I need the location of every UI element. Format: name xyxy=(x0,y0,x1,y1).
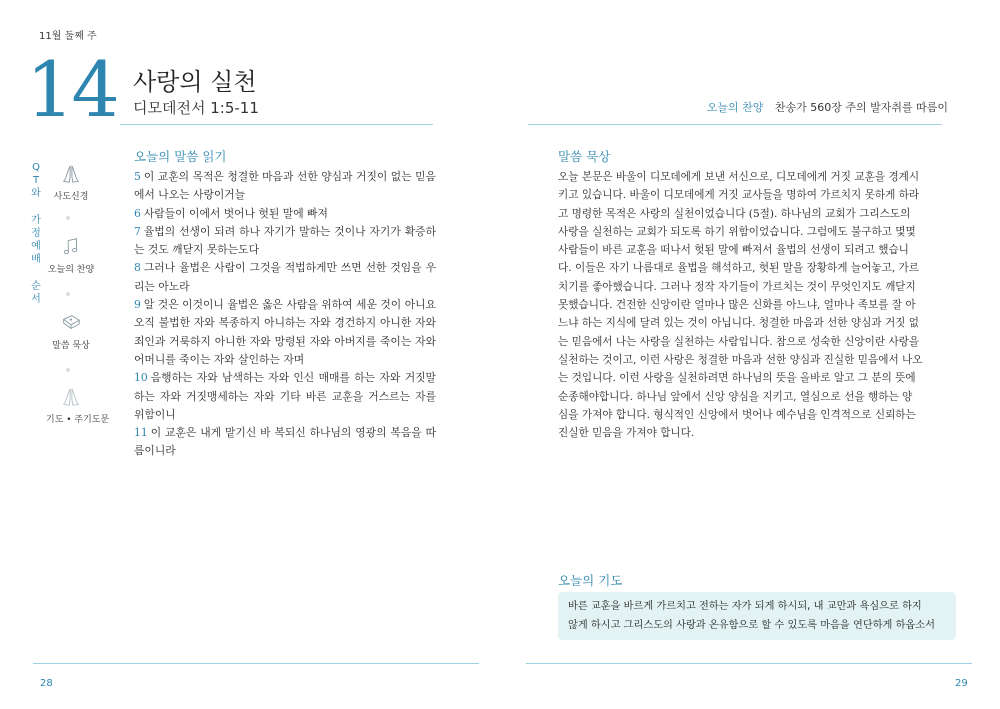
sidebar-item-hymn[interactable] xyxy=(46,236,96,275)
qt-char: 순 xyxy=(31,281,41,292)
prayer-heading: 오늘의 기도 xyxy=(558,573,623,588)
page-number-left: 28 xyxy=(40,678,53,689)
verse xyxy=(134,259,436,296)
verse-number: 7 xyxy=(134,224,141,238)
verse-text: 이 교훈의 목적은 청결한 마음과 선한 양심과 거짓이 없는 믿음에서 나오는 사랑이거늘 xyxy=(134,170,436,202)
sidebar-item-meditation[interactable] xyxy=(46,312,96,351)
meditation-line: 고 명령한 목적은 사랑의 실천이었습니다 (5절). 하나님의 교회가 그리스도의 xyxy=(558,207,911,220)
footer-divider-right xyxy=(526,663,972,664)
meditation-line: 키고 있습니다. 바울이 디모데에게 거짓 교사들을 명하여 가르치지 못하게 하라 xyxy=(558,189,920,202)
sidebar-divider-dot xyxy=(66,216,70,220)
praying-hands-icon xyxy=(60,386,82,408)
qt-char: 서 xyxy=(31,294,41,305)
qt-char: 배 xyxy=(31,254,41,265)
meditation-body xyxy=(558,168,954,442)
verse-text: 율법의 선생이 되려 하나 자기가 말하는 것이나 자기가 확증하는 것도 깨닫지 못하는도다 xyxy=(134,224,436,257)
qt-char: 예 xyxy=(31,241,41,252)
verse-text: 알 것은 이것이니 율법은 옳은 사람을 위하여 세운 것이 아니요 오직 불법한 자와 복종하지 아니하는 자와 경건하지 아니한 자와 죄인과 거룩하지 아니한 자와 망령된 자와 아버지를 죽이는 자와 어머니를 죽이는 자와 살인하는 자며 xyxy=(134,298,436,366)
meditation-line: 사람들이 바른 교훈을 떠나서 헛된 말에 빠져서 율법의 선생이 되려고 했습니 xyxy=(558,244,909,257)
meditation-line: 치기를 좋아했습니다. 그러나 정작 자기들이 가르치는 것이 무엇인지도 깨닫지 xyxy=(558,280,916,293)
bible-icon xyxy=(60,312,82,334)
meditation-line: 오늘 본문은 바울이 디모데에게 보낸 서신으로, 디모데에게 거짓 교훈을 경계시 xyxy=(558,171,920,183)
header-divider-left xyxy=(120,124,433,125)
meditation-line: 못했습니다. 건전한 신앙이란 얼마나 많은 신화를 아느냐, 얼마나 족보를 잘 아 xyxy=(558,299,916,312)
meditation-heading: 말씀 묵상 xyxy=(558,149,611,164)
meditation-line: 심을 가져야 합니다. 형식적인 신앙에서 벗어나 예수님을 인격적으로 신뢰하는 xyxy=(558,408,916,421)
meditation-line: 는 믿음에서 나는 사랑을 실천하는 사람입니다. 참으로 성숙한 신앙이란 사랑을 xyxy=(558,335,920,348)
verse-text: 이 교훈은 내게 맡기신 바 복되신 하나님의 영광의 복음을 따름이니라 xyxy=(134,426,436,458)
verse xyxy=(134,424,436,461)
hymn-info xyxy=(707,99,948,115)
page-title: 사랑의 실천 xyxy=(133,68,257,96)
verse-text: 음행하는 자와 남색하는 자와 인신 매매를 하는 자와 거짓말하는 자와 거짓맹세하는 자와 기타 바른 교훈을 거스르는 자를 위함이니 xyxy=(134,371,436,421)
scripture-heading: 오늘의 말씀 읽기 xyxy=(134,149,227,164)
hymn-text: 찬송가 560장 주의 발자취를 따름이 xyxy=(774,101,948,114)
verse xyxy=(134,223,436,260)
verse-number: 5 xyxy=(134,170,141,183)
meditation-line: 진실한 믿음을 가져야 합니다. xyxy=(558,427,695,440)
scripture-body xyxy=(134,168,436,461)
verse-number: 6 xyxy=(134,206,141,220)
sidebar-divider-dot xyxy=(66,368,70,372)
prayer-line: 바른 교훈을 바르게 가르치고 전하는 자가 되게 하시되, 내 교만과 욕심으로 하지 xyxy=(568,601,922,612)
sidebar-item-label: 오늘의 찬양 xyxy=(47,265,95,275)
verse xyxy=(134,168,436,205)
verse-text: 그러나 율법은 사람이 그것을 적법하게만 쓰면 선한 것임을 우리는 아노라 xyxy=(134,261,436,293)
verse xyxy=(134,205,436,223)
qt-gap xyxy=(28,266,44,280)
verse-text: 사람들이 이에서 벗어나 헛된 말에 빠져 xyxy=(143,206,328,220)
meditation-line: 사랑을 실천하는 교회가 되도록 하기 위함이었습니다. 그럼에도 불구하고 몇몇 xyxy=(558,225,916,238)
verse-number: 10 xyxy=(134,371,148,385)
header-divider-right xyxy=(528,124,942,125)
prayer-line: 않게 하시고 그리스도의 사랑과 온유함으로 할 수 있도록 마음을 연단하게 하옵소서 xyxy=(568,620,935,631)
meditation-line: 실천하는 것이고, 이런 사랑은 청결한 마음과 선한 양심과 진실한 믿음에서 나오 xyxy=(558,353,923,366)
verse-number: 9 xyxy=(134,298,141,312)
music-note-icon xyxy=(60,236,82,258)
week-label: 11월 둘째 주 xyxy=(39,31,97,42)
meditation-line: 순종해야합니다. 하나님 앞에서 신앙 양심을 지키고, 열심으로 선을 행하는 양 xyxy=(558,390,913,403)
footer-divider-left xyxy=(33,663,479,664)
qt-vertical-label xyxy=(28,161,44,306)
day-number: 14 xyxy=(26,45,117,134)
qt-char: 와 xyxy=(31,188,41,199)
meditation-line: 다. 이들은 자기 나름대로 율법을 해석하고, 헛된 말을 장황하게 늘어놓고, 가르 xyxy=(558,262,920,275)
qt-gap xyxy=(28,200,44,214)
verse xyxy=(134,296,436,369)
qt-char: Q xyxy=(32,162,40,173)
verse-number: 11 xyxy=(134,426,148,440)
qt-char: 가 xyxy=(31,215,41,226)
sidebar-divider-dot xyxy=(66,292,70,296)
praying-hands-icon xyxy=(60,163,82,185)
qt-char: T xyxy=(32,175,40,186)
meditation-line: 느냐 하는 지식에 달려 있는 것이 아닙니다. 청결한 마음과 선한 양심과 거짓 없 xyxy=(558,317,920,330)
prayer-box xyxy=(558,592,956,640)
sidebar-item-label: 기도 • 주기도문 xyxy=(46,415,110,425)
page-number-right: 29 xyxy=(955,678,968,689)
hymn-label: 오늘의 찬양 xyxy=(706,101,764,114)
scripture-reference: 디모데전서 1:5-11 xyxy=(133,99,259,117)
qt-char: 정 xyxy=(31,228,41,239)
verse xyxy=(134,369,436,424)
verse-number: 8 xyxy=(134,261,141,275)
meditation-line: 는 것입니다. 이런 사랑을 실천하려면 하나님의 뜻을 올바로 알고 그 분의 뜻에 xyxy=(558,372,916,385)
sidebar-item-label: 말씀 묵상 xyxy=(52,341,90,351)
sidebar-item-label: 사도신경 xyxy=(53,192,89,202)
sidebar-item-creed[interactable] xyxy=(46,163,96,202)
sidebar-item-prayer[interactable] xyxy=(46,386,110,425)
